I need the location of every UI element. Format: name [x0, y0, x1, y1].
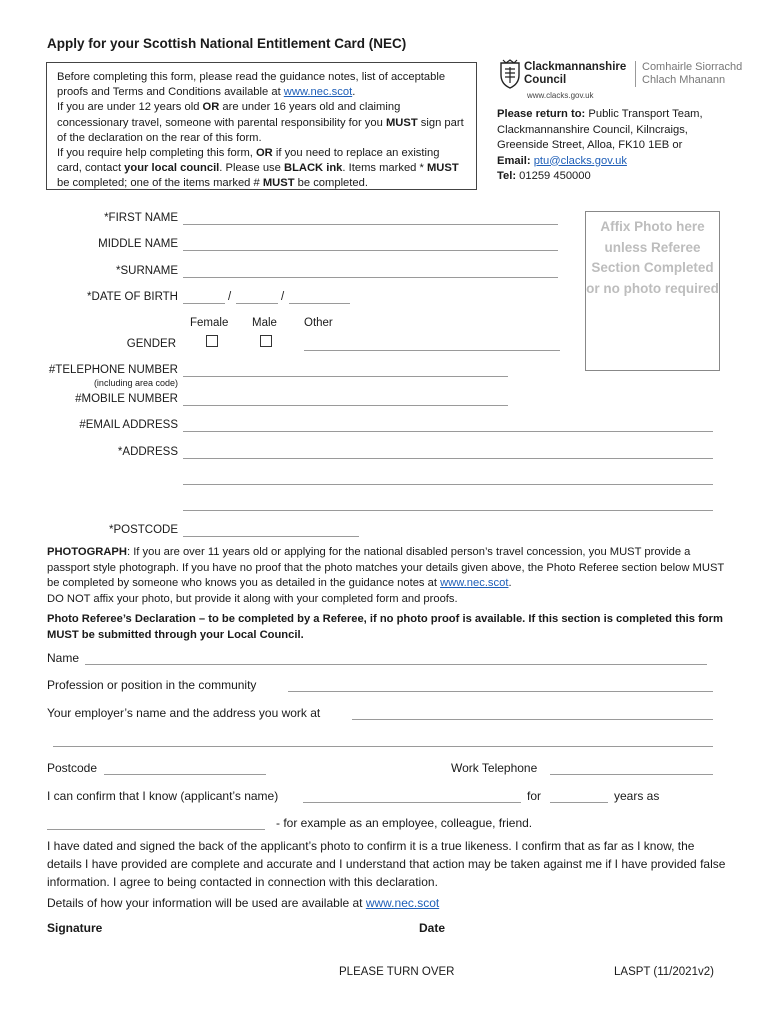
- return-label: Please return to:: [497, 108, 586, 120]
- first-name-label: *FIRST NAME: [104, 212, 178, 224]
- dob-day-field[interactable]: [183, 303, 225, 304]
- telephone-label: #TELEPHONE NUMBER: [48, 364, 178, 376]
- guidance-text: If you are under 12 years old: [57, 101, 203, 114]
- address-line-2-field[interactable]: [183, 484, 713, 485]
- tel-label: Tel:: [497, 170, 517, 182]
- photograph-body: .: [508, 577, 512, 589]
- surname-label: *SURNAME: [116, 265, 178, 277]
- council-url: www.clacks.gov.uk: [527, 91, 594, 100]
- photograph-label: PHOTOGRAPH: [47, 546, 127, 558]
- council-crest-icon: [499, 59, 521, 89]
- employer-address-field[interactable]: [53, 746, 713, 747]
- council-name: [524, 61, 626, 87]
- for-label: for: [527, 789, 542, 803]
- tel-number: 01259 450000: [516, 170, 591, 182]
- middle-name-label: MIDDLE NAME: [98, 238, 178, 250]
- gender-label: GENDER: [126, 338, 176, 350]
- data-usage-note: [47, 896, 439, 910]
- dob-year-field[interactable]: [289, 303, 350, 304]
- photograph-body: : If you are over 11 years old or applying for the national disabled person’s travel concession, you MUST provide a passport style photograph. If you have no proof that the photo matches your details given above, the Photo Referee section below MUST be completed by someone who knows you as detailed in the guidance notes at: [47, 546, 725, 589]
- guidance-emphasis: OR: [202, 101, 220, 114]
- relationship-field[interactable]: [47, 829, 265, 830]
- guidance-text: . Items marked *: [342, 162, 427, 175]
- telephone-note: (including area code): [93, 378, 178, 388]
- referee-postcode-label: Postcode: [47, 761, 98, 775]
- form-title: Apply for your Scottish National Entitlement Card (NEC): [47, 36, 407, 51]
- telephone-field[interactable]: [183, 376, 508, 377]
- signature-label: Signature: [47, 921, 103, 935]
- dob-month-field[interactable]: [236, 303, 278, 304]
- nec-link[interactable]: www.nec.scot: [440, 577, 509, 589]
- photograph-note: DO NOT affix your photo, but provide it along with your completed form and proofs.: [47, 592, 458, 605]
- relationship-example: - for example as an employee, colleague, friend.: [276, 816, 533, 830]
- guidance-text: .: [352, 86, 356, 99]
- address-label: *ADDRESS: [117, 446, 178, 458]
- work-telephone-label: Work Telephone: [451, 761, 538, 775]
- photo-placeholder-box: Affix Photo here unless Referee Section Completed or no photo required: [585, 211, 720, 371]
- return-address: [497, 107, 757, 185]
- employer-label: Your employer’s name and the address you work at: [47, 706, 321, 720]
- other-label: Other: [304, 317, 333, 329]
- guidance-text: Before completing this form, please read the guidance notes, list of acceptable proofs and Terms and Conditions available at: [57, 71, 446, 99]
- guidance-paragraph-1: [57, 70, 466, 100]
- work-telephone-field[interactable]: [550, 774, 713, 775]
- dob-label: *DATE OF BIRTH: [87, 291, 178, 303]
- guidance-text: . Please use: [219, 162, 284, 175]
- referee-postcode-field[interactable]: [104, 774, 266, 775]
- profession-field[interactable]: [288, 691, 713, 692]
- guidance-paragraph-3: [57, 146, 466, 192]
- guidance-text: are under 16 years old and claiming concessionary travel, someone with parental responsibility for you: [57, 101, 401, 129]
- male-label: Male: [252, 317, 277, 329]
- years-as-label: years as: [614, 789, 660, 803]
- female-checkbox[interactable]: [206, 335, 218, 347]
- years-known-field[interactable]: [550, 802, 608, 803]
- confirm-label: I can confirm that I know (applicant’s name): [47, 789, 279, 803]
- nec-link[interactable]: www.nec.scot: [283, 86, 353, 99]
- referee-declaration-text: I have dated and signed the back of the applicant’s photo to confirm it is a true likeness. I confirm that as far as I know, the details I have provided are complete and accurate and I understand that action may be taken against me if I have provided false information. I agree to being contacted in connection with this declaration.: [47, 839, 726, 889]
- address-line-1-field[interactable]: [183, 458, 713, 459]
- guidance-text: be completed; one of the items marked #: [57, 177, 263, 190]
- male-checkbox[interactable]: [260, 335, 272, 347]
- guidance-paragraph-2: [57, 100, 466, 146]
- return-text: Public Transport Team,: [585, 108, 703, 120]
- guidance-emphasis: MUST: [385, 116, 418, 129]
- dob-separator: /: [281, 291, 285, 303]
- council-gaelic-name: [635, 61, 742, 87]
- profession-label: Profession or position in the community: [47, 678, 257, 692]
- guidance-text: sign part of the declaration on the rear of this form.: [57, 116, 464, 144]
- address-line-3-field[interactable]: [183, 510, 713, 511]
- return-line: Clackmannanshire Council, Kilncraigs,: [497, 123, 688, 136]
- photograph-instructions: [47, 545, 727, 607]
- email-label: Email:: [497, 154, 531, 167]
- return-line: [497, 107, 757, 123]
- return-tel-line: [497, 169, 757, 185]
- guidance-emphasis: MUST: [262, 177, 295, 190]
- data-usage-text: Details of how your information will be used are available at: [47, 896, 366, 910]
- surname-field[interactable]: [183, 277, 558, 278]
- turn-over-note: PLEASE TURN OVER: [339, 966, 455, 978]
- guidance-emphasis: BLACK ink: [283, 162, 343, 175]
- employer-field[interactable]: [352, 719, 713, 720]
- guidance-text: if you need to replace an existing card, contact: [57, 147, 440, 175]
- middle-name-field[interactable]: [183, 250, 558, 251]
- referee-name-label: Name: [47, 651, 80, 665]
- form-reference: LASPT (11/2021v2): [614, 966, 714, 978]
- referee-name-field[interactable]: [85, 664, 707, 665]
- first-name-field[interactable]: [183, 224, 558, 225]
- council-name-line: Council: [524, 74, 567, 86]
- dob-separator: /: [228, 291, 232, 303]
- return-line: Greenside Street, Alloa, FK10 1EB or: [497, 139, 683, 151]
- photograph-text: [47, 545, 727, 592]
- guidance-emphasis: MUST: [426, 162, 459, 175]
- applicant-name-field[interactable]: [303, 802, 521, 803]
- guidance-emphasis: OR: [255, 147, 273, 160]
- guidance-text: be completed.: [294, 177, 368, 190]
- other-gender-field[interactable]: [304, 350, 560, 351]
- email-label: #EMAIL ADDRESS: [79, 419, 178, 431]
- guidance-text: If you require help completing this form,: [57, 147, 256, 160]
- mobile-label: #MOBILE NUMBER: [75, 393, 178, 405]
- gaelic-name-line: Comhairle Siorrachd: [642, 61, 743, 73]
- mobile-field[interactable]: [183, 405, 508, 406]
- date-label: Date: [419, 921, 446, 935]
- nec-link[interactable]: www.nec.scot: [365, 896, 440, 910]
- postcode-label: *POSTCODE: [108, 524, 178, 536]
- female-label: Female: [190, 317, 229, 329]
- guidance-emphasis: your local council: [124, 162, 220, 175]
- postcode-field[interactable]: [183, 536, 359, 537]
- guidance-box: [46, 62, 477, 190]
- council-name-line: Clackmannanshire: [524, 61, 627, 73]
- referee-heading: Photo Referee’s Declaration – to be completed by a Referee, if no photo proof is available. If this section is completed this form MUST be submitted through your Local Council.: [47, 613, 723, 641]
- return-email-link[interactable]: ptu@clacks.gov.uk: [533, 154, 627, 167]
- return-email-line: [497, 154, 757, 170]
- council-logo: [497, 58, 747, 106]
- email-field[interactable]: [183, 431, 713, 432]
- gaelic-name-line: Chlach Mhanann: [642, 74, 726, 86]
